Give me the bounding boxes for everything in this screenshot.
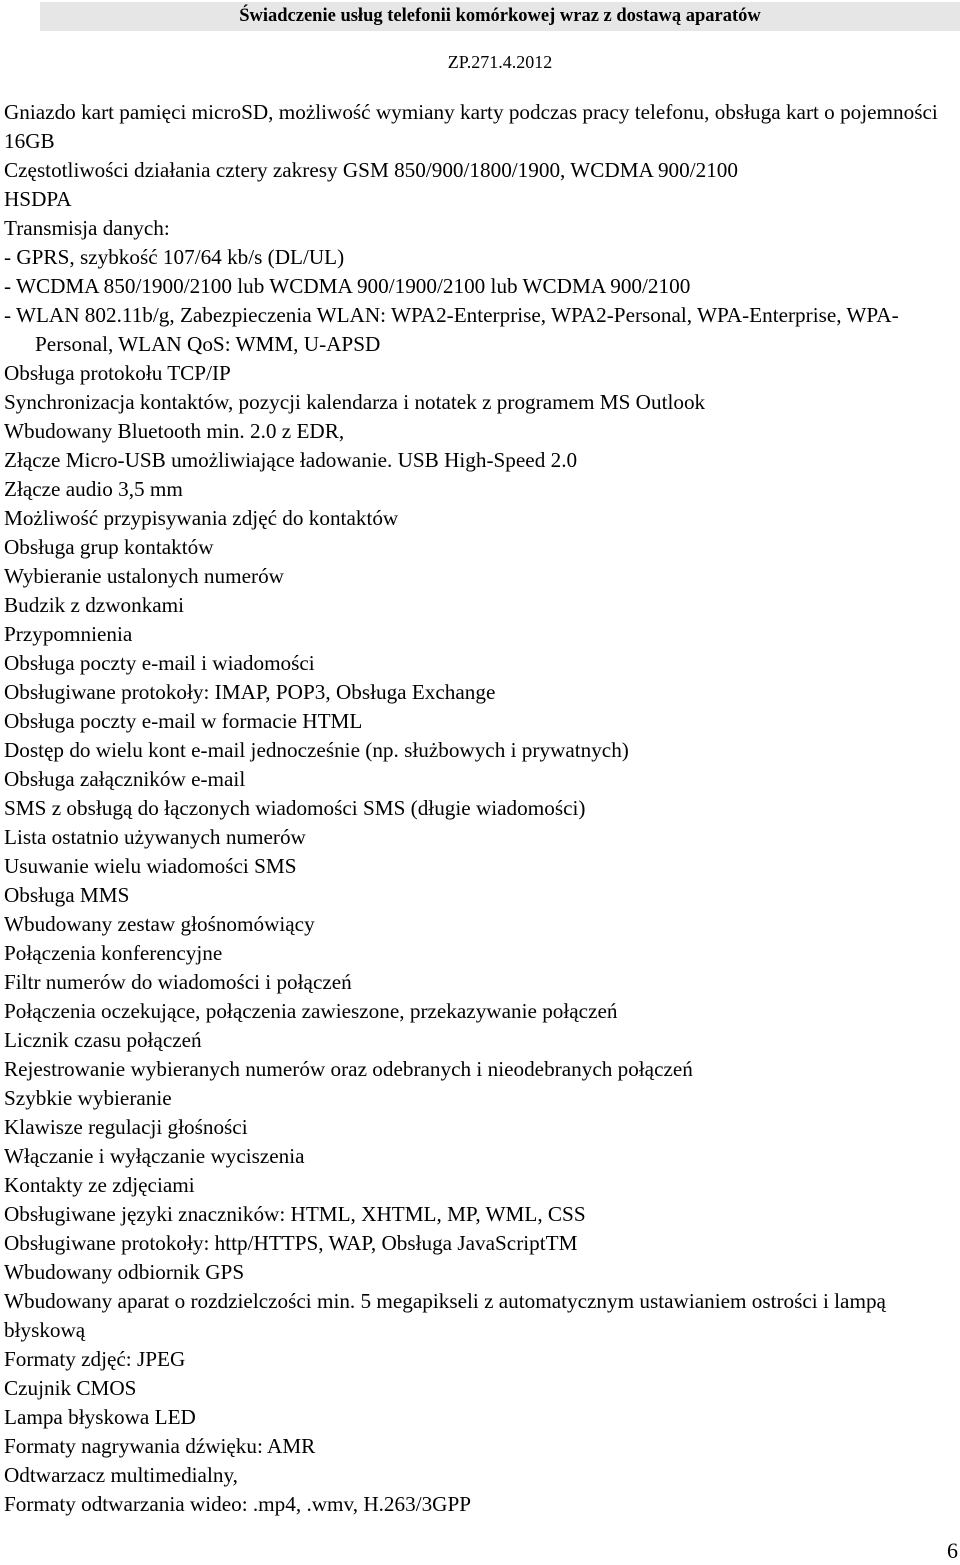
document-reference-number: ZP.271.4.2012 (447, 52, 553, 72)
spec-line: Budzik z dzwonkami (4, 593, 185, 617)
spec-line: Filtr numerów do wiadomości i połączeń (4, 970, 352, 994)
spec-line: Odtwarzacz multimedialny, (4, 1463, 238, 1487)
spec-line: Gniazdo kart pamięci microSD, możliwość wymiany karty podczas pracy telefonu, obsługa kart o pojemności 16GB (4, 100, 938, 153)
spec-line: Czujnik CMOS (4, 1376, 137, 1400)
spec-line: Formaty odtwarzania wideo: .mp4, .wmv, H.263/3GPP (4, 1492, 472, 1516)
spec-line: Obsługa grup kontaktów (4, 535, 214, 559)
spec-line: Transmisja danych: (4, 216, 170, 240)
spec-line: Szybkie wybieranie (4, 1086, 172, 1110)
spec-line: Usuwanie wielu wiadomości SMS (4, 854, 297, 878)
spec-line: Przypomnienia (4, 622, 133, 646)
spec-line: HSDPA (4, 187, 72, 211)
spec-line: Kontakty ze zdjęciami (4, 1173, 195, 1197)
spec-line: Obsługa MMS (4, 883, 130, 907)
page-number: 6 (947, 1538, 958, 1563)
spec-line: Obsługa poczty e-mail w formacie HTML (4, 709, 363, 733)
spec-line: Wybieranie ustalonych numerów (4, 564, 284, 588)
spec-line: Obsługiwane języki znaczników: HTML, XHTML, MP, WML, CSS (4, 1202, 586, 1226)
spec-line: Formaty nagrywania dźwięku: AMR (4, 1434, 316, 1458)
spec-line: Rejestrowanie wybieranych numerów oraz odebranych i nieodebranych połączeń (4, 1057, 693, 1081)
spec-line: Częstotliwości działania cztery zakresy GSM 850/900/1800/1900, WCDMA 900/2100 (4, 158, 738, 182)
spec-line: Klawisze regulacji głośności (4, 1115, 248, 1139)
spec-line: Złącze Micro-USB umożliwiające ładowanie. USB High-Speed 2.0 (4, 448, 578, 472)
spec-line: - GPRS, szybkość 107/64 kb/s (DL/UL) (4, 245, 345, 269)
spec-line: Złącze audio 3,5 mm (4, 477, 183, 501)
spec-line: Lampa błyskowa LED (4, 1405, 196, 1429)
spec-line: Obsługiwane protokoły: http/HTTPS, WAP, Obsługa JavaScriptTM (4, 1231, 578, 1255)
spec-line: Obsługiwane protokoły: IMAP, POP3, Obsługa Exchange (4, 680, 496, 704)
spec-line: Formaty zdjęć: JPEG (4, 1347, 186, 1371)
spec-line: Licznik czasu połączeń (4, 1028, 202, 1052)
spec-line: Dostęp do wielu kont e-mail jednocześnie (np. służbowych i prywatnych) (4, 738, 629, 762)
document-title: Świadczenie usług telefonii komórkowej wraz z dostawą aparatów (239, 6, 761, 26)
spec-line: Obsługa załączników e-mail (4, 767, 246, 791)
spec-line: - WLAN 802.11b/g, Zabezpieczenia WLAN: WPA2-Enterprise, WPA2-Personal, WPA-Enterprise, WPA-Personal, WLAN QoS: WMM, U-APSD (4, 303, 899, 356)
spec-line: Wbudowany aparat o rozdzielczości min. 5 megapikseli z automatycznym ustawianiem ostrości i lampą błyskową (4, 1289, 886, 1342)
spec-line: - WCDMA 850/1900/2100 lub WCDMA 900/1900/2100 lub WCDMA 900/2100 (4, 274, 691, 298)
spec-line: Wbudowany Bluetooth min. 2.0 z EDR, (4, 419, 345, 443)
spec-line: Synchronizacja kontaktów, pozycji kalendarza i notatek z programem MS Outlook (4, 390, 706, 414)
specification-list (4, 98, 944, 1519)
spec-line: Wbudowany zestaw głośnomówiący (4, 912, 315, 936)
spec-line: Wbudowany odbiornik GPS (4, 1260, 245, 1284)
spec-line: Włączanie i wyłączanie wyciszenia (4, 1144, 305, 1168)
spec-line: Możliwość przypisywania zdjęć do kontaktów (4, 506, 399, 530)
spec-line: Lista ostatnio używanych numerów (4, 825, 306, 849)
spec-line: SMS z obsługą do łączonych wiadomości SMS (długie wiadomości) (4, 796, 586, 820)
spec-line: Połączenia oczekujące, połączenia zawieszone, przekazywanie połączeń (4, 999, 618, 1023)
spec-line: Obsługa poczty e-mail i wiadomości (4, 651, 315, 675)
spec-line: Obsługa protokołu TCP/IP (4, 361, 231, 385)
spec-line: Połączenia konferencyjne (4, 941, 223, 965)
